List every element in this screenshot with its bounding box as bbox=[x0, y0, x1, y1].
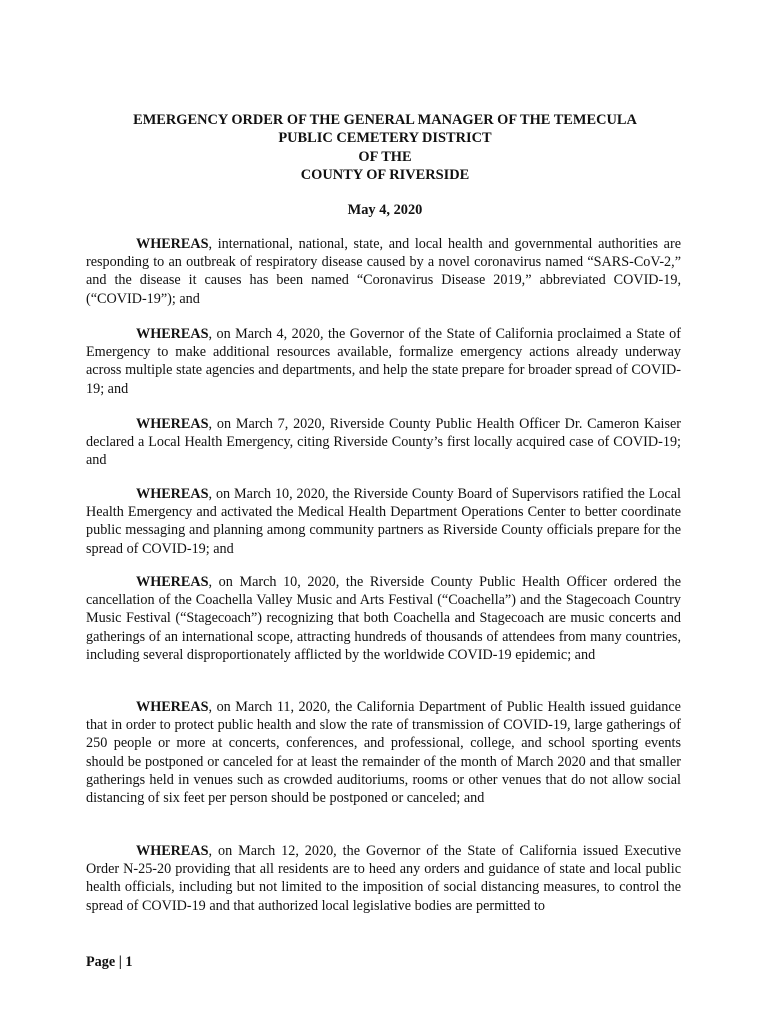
title-line-3: OF THE bbox=[358, 148, 412, 165]
paragraph-lead: WHEREAS bbox=[136, 699, 209, 715]
paragraph-lead: WHEREAS bbox=[136, 326, 209, 342]
document-title bbox=[85, 111, 685, 185]
paragraph-lead: WHEREAS bbox=[136, 843, 209, 859]
paragraph-text: , on March 11, 2020, the California Department of Public Health issued guidance that in order to protect public health and slow the rate of transmission of COVID-19, large gatherings of 250 people or more at concerts, conferences, and professional, college, and school sporting events should be postponed or canceled for at least the remainder of the month of March 2020 and that smaller gatherings held in venues such as crowded auditoriums, rooms or other venues that do not allow social distancing of six feet per person should be postponed or canceled; and bbox=[86, 699, 681, 807]
whereas-paragraph-2 bbox=[86, 325, 681, 398]
title-line-4: COUNTY OF RIVERSIDE bbox=[300, 167, 470, 184]
paragraph-text: , on March 7, 2020, Riverside County Public Health Officer Dr. Cameron Kaiser declared a Local Health Emergency, citing Riverside County’s first locally acquired case of COVID-19; and bbox=[86, 416, 681, 469]
paragraph-lead: WHEREAS bbox=[136, 416, 209, 432]
paragraph-text: , international, national, state, and local health and governmental authorities are responding to an outbreak of respiratory disease caused by a novel coronavirus named “SARS-CoV-2,” and the disease it causes has been named “Coronavirus Disease 2019,” abbreviated COVID-19, (“COVID-19”); and bbox=[86, 236, 681, 307]
paragraph-text: , on March 10, 2020, the Riverside County Public Health Officer ordered the cancellation of the Coachella Valley Music and Arts Festival (“Coachella”) and the Stagecoach Country Music Festival (“Stagecoach”) recognizing that both Coachella and Stagecoach are music concerts and gatherings of an international scope, attracting hundreds of thousands of attendees from many countries, including several disproportionately afflicted by the worldwide COVID-19 epidemic; and bbox=[86, 574, 681, 663]
paragraph-lead: WHEREAS bbox=[136, 574, 209, 590]
paragraph-text: , on March 12, 2020, the Governor of the State of California issued Executive Order N-25-20 providing that all residents are to heed any orders and guidance of state and local public health officials, including but not limited to the imposition of social distancing measures, to control the spread of COVID-19 and that authorized local legislative bodies are permitted to bbox=[86, 843, 681, 914]
paragraph-lead: WHEREAS bbox=[136, 236, 209, 252]
paragraph-lead: WHEREAS bbox=[136, 486, 209, 502]
title-line-2: PUBLIC CEMETERY DISTRICT bbox=[278, 130, 492, 147]
whereas-paragraph-1 bbox=[86, 235, 681, 308]
whereas-paragraph-5 bbox=[86, 573, 681, 664]
whereas-paragraph-3 bbox=[86, 415, 681, 470]
paragraph-text: , on March 10, 2020, the Riverside County Board of Supervisors ratified the Local Health Emergency and activated the Medical Health Department Operations Center to better coordinate public messaging and planning among community partners as Riverside County officials prepare for the spread of COVID-19; and bbox=[86, 486, 681, 557]
page-number-footer: Page | 1 bbox=[86, 954, 133, 970]
whereas-paragraph-4 bbox=[86, 485, 681, 558]
whereas-paragraph-7 bbox=[86, 842, 681, 915]
title-line-1: EMERGENCY ORDER OF THE GENERAL MANAGER OF THE TEMECULA bbox=[133, 112, 637, 128]
whereas-paragraph-6 bbox=[86, 698, 681, 807]
order-date: May 4, 2020 bbox=[347, 202, 423, 218]
paragraph-text: , on March 4, 2020, the Governor of the State of California proclaimed a State of Emergency to make additional resources available, formalize emergency actions already underway across multiple state agencies and departments, and help the state prepare for broader spread of COVID-19; and bbox=[86, 326, 681, 397]
